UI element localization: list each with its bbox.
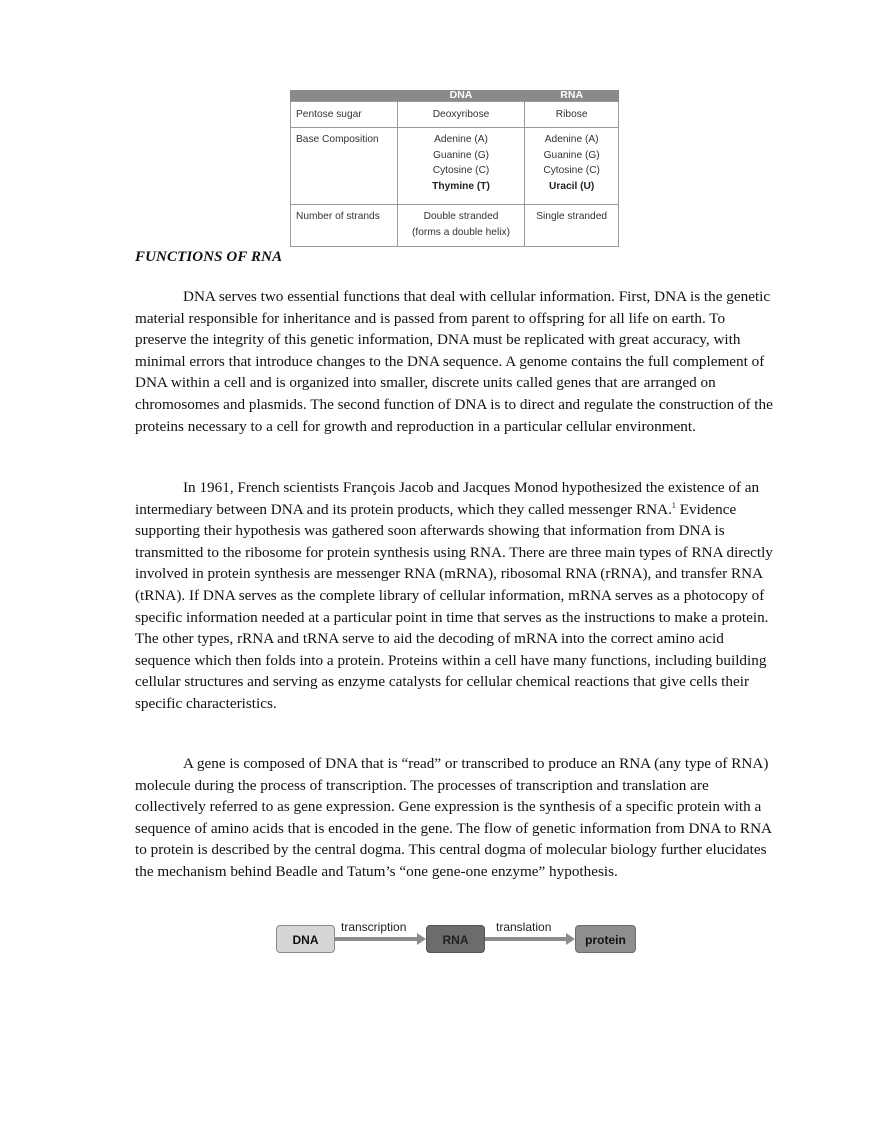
base-item: Adenine (A) xyxy=(434,134,488,145)
dna-rna-comparison-table xyxy=(290,90,619,247)
paragraph-dna-functions: DNA serves two essential functions that deal with cellular information. First, DNA is the genetic material responsible for inheritance and is passed from parent to offspring for all life on earth. To preserve the integrity of this genetic information, DNA must be replicated with great accuracy, with minimal errors that introduce changes to the DNA sequence. A genome contains the full complement of DNA within a cell and is organized into smaller, discrete units called genes that are arranged on chromosomes and plasmids. The second function of DNA is to direct and regulate the construction of the proteins necessary to a cell for growth and reproduction in a particular cellular environment. xyxy=(135,288,773,435)
rna-cell: Ribose xyxy=(525,102,619,128)
table-header-row xyxy=(291,90,619,102)
row-label: Base Composition xyxy=(291,128,398,205)
paragraph-text: Evidence supporting their hypothesis was gathered soon afterwards showing that information from DNA is transmitted to the ribosome for protein synthesis using RNA. There are three main types of RNA directly involved in protein synthesis are messenger RNA (mRNA), ribosomal RNA (rRNA), and transfer RNA (tRNA). If DNA serves as the complete library of cellular information, mRNA serves as a photocopy of specific information needed at a particular point in time that serves as the instructions to make a protein. The other types, rRNA and tRNA serve to aid the decoding of mRNA into the correct amino acid sequence which then folds into a protein. Proteins within a cell have many functions, including building cellular structures and serving as enzyme catalysts for cellular chemical reactions that give cells their specific characteristics. xyxy=(135,500,773,712)
dna-cell xyxy=(397,128,525,205)
translation-label: translation xyxy=(496,920,552,934)
dna-box: DNA xyxy=(276,925,335,953)
section-heading: FUNCTIONS OF RNA xyxy=(135,249,283,265)
protein-box: protein xyxy=(575,925,636,953)
base-item: Cytosine (C) xyxy=(543,165,600,177)
table-header-empty xyxy=(291,90,398,102)
base-item: Guanine (G) xyxy=(432,149,490,161)
paragraph-text: In 1961, French scientists François Jacob and Jacques Monod hypothesized the existence of an intermediary between DNA and its protein products, which they called messenger RNA. xyxy=(135,479,760,518)
rna-cell xyxy=(525,128,619,205)
table-row xyxy=(291,128,619,205)
strand-text: Double stranded xyxy=(423,211,499,222)
base-item-uracil: Uracil (U) xyxy=(549,181,595,193)
dna-cell xyxy=(397,205,525,247)
base-item: Guanine (G) xyxy=(543,149,600,161)
table-header-rna: RNA xyxy=(525,90,619,102)
base-item: Adenine (A) xyxy=(544,134,599,145)
rna-box: RNA xyxy=(426,925,485,953)
strand-note: (forms a double helix) xyxy=(412,226,510,238)
base-item-thymine: Thymine (T) xyxy=(432,181,490,193)
arrow-translation xyxy=(485,933,575,945)
base-item: Cytosine (C) xyxy=(432,165,490,177)
table-row xyxy=(291,102,619,128)
row-label: Pentose sugar xyxy=(291,102,398,128)
row-label: Number of strands xyxy=(291,205,398,247)
central-dogma-diagram xyxy=(270,918,650,962)
rna-cell: Single stranded xyxy=(525,205,619,247)
table-header-dna: DNA xyxy=(397,90,525,102)
paragraph-gene-expression: A gene is composed of DNA that is “read” or transcribed to produce an RNA (any type of RNA) molecule during the process of transcription. The processes of transcription and translation are collectively referred to as gene expression. Gene expression is the synthesis of a specific protein with a sequence of amino acids that is encoded in the gene. The flow of genetic information from DNA to RNA to protein is described by the central dogma. This central dogma of molecular biology further elucidates the mechanism behind Beadle and Tatum’s “one gene-one enzyme” hypothesis. xyxy=(135,755,772,880)
dna-cell: Deoxyribose xyxy=(397,102,525,128)
arrow-transcription xyxy=(335,933,426,945)
table-row xyxy=(291,205,619,247)
transcription-label: transcription xyxy=(341,920,407,934)
paragraph-messenger-rna xyxy=(135,477,775,715)
footnote-marker: 1 xyxy=(671,500,676,510)
